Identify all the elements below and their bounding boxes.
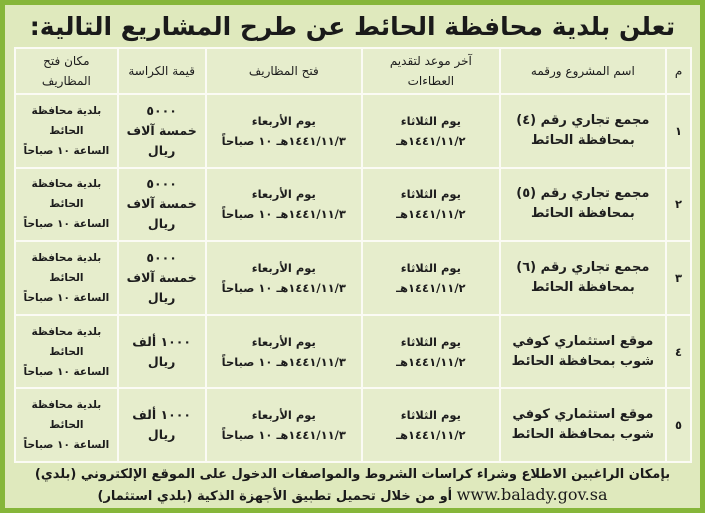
header-deadline: آخر موعد لتقديم العطاءات bbox=[362, 48, 500, 94]
value-cell bbox=[118, 241, 206, 315]
opening-date: ١٤٤١/١١/٣هـ ١٠ صباحاً bbox=[221, 280, 346, 295]
value-number: ١٠٠٠ ألف bbox=[132, 407, 192, 423]
place-line-1: بلدية محافظة bbox=[31, 325, 102, 338]
value-cell bbox=[118, 388, 206, 462]
footer-notice bbox=[5, 465, 700, 507]
header-opening-place: مكان فتح المظاريف bbox=[15, 48, 118, 94]
value-number: ٥٠٠٠ bbox=[146, 102, 177, 118]
deadline-cell bbox=[362, 388, 500, 462]
project-name: مجمع تجاري رقم (٤) بمحافظة الحائط bbox=[500, 94, 666, 168]
value-number: ١٠٠٠ ألف bbox=[132, 333, 192, 349]
value-unit: ريال bbox=[147, 289, 176, 305]
opening-cell bbox=[206, 168, 363, 242]
project-name: مجمع تجاري رقم (٦) بمحافظة الحائط bbox=[500, 241, 666, 315]
row-number: ٥ bbox=[666, 388, 691, 462]
place-line-2: الحائط bbox=[49, 345, 84, 358]
value-unit: ريال bbox=[147, 216, 176, 232]
place-line-2: الحائط bbox=[49, 419, 84, 432]
deadline-date: ١٤٤١/١١/٢هـ bbox=[396, 280, 466, 295]
opening-day: يوم الأربعاء bbox=[251, 334, 316, 349]
value-unit: ريال bbox=[147, 142, 176, 158]
place-cell bbox=[15, 388, 118, 462]
header-number: م bbox=[666, 48, 691, 94]
deadline-cell bbox=[362, 168, 500, 242]
opening-cell bbox=[206, 315, 363, 389]
place-cell bbox=[15, 315, 118, 389]
value-unit: ريال bbox=[147, 353, 176, 369]
value-cell bbox=[118, 94, 206, 168]
row-number: ٣ bbox=[666, 241, 691, 315]
deadline-date: ١٤٤١/١١/٢هـ bbox=[396, 354, 466, 369]
deadline-cell bbox=[362, 94, 500, 168]
opening-date: ١٤٤١/١١/٣هـ ١٠ صباحاً bbox=[221, 428, 346, 443]
value-number: ٥٠٠٠ bbox=[146, 176, 177, 192]
table-row bbox=[15, 94, 691, 168]
place-cell bbox=[15, 94, 118, 168]
place-cell bbox=[15, 241, 118, 315]
value-text: خمسة آلاف bbox=[126, 269, 197, 285]
place-line-3: الساعة ١٠ صباحاً bbox=[23, 218, 110, 231]
place-line-1: بلدية محافظة bbox=[31, 251, 102, 264]
deadline-day: يوم الثلاثاء bbox=[400, 408, 461, 423]
opening-day: يوم الأربعاء bbox=[251, 113, 316, 128]
table-row bbox=[15, 388, 691, 462]
website-link[interactable]: www.balady.gov.sa bbox=[456, 485, 608, 504]
opening-cell bbox=[206, 241, 363, 315]
value-cell bbox=[118, 315, 206, 389]
deadline-day: يوم الثلاثاء bbox=[400, 334, 461, 349]
table-header-row bbox=[15, 48, 691, 94]
row-number: ٢ bbox=[666, 168, 691, 242]
project-name: مجمع تجاري رقم (٥) بمحافظة الحائط bbox=[500, 168, 666, 242]
place-line-1: بلدية محافظة bbox=[31, 104, 102, 117]
deadline-cell bbox=[362, 241, 500, 315]
table-row bbox=[15, 315, 691, 389]
place-line-3: الساعة ١٠ صباحاً bbox=[23, 144, 110, 157]
header-project-name: اسم المشروع ورقمه bbox=[500, 48, 666, 94]
opening-day: يوم الأربعاء bbox=[251, 260, 316, 275]
project-name: موقع استثماري كوفي شوب بمحافظة الحائط bbox=[500, 388, 666, 462]
place-line-2: الحائط bbox=[49, 124, 84, 137]
value-number: ٥٠٠٠ bbox=[146, 249, 177, 265]
value-cell bbox=[118, 168, 206, 242]
opening-day: يوم الأربعاء bbox=[251, 408, 316, 423]
opening-date: ١٤٤١/١١/٣هـ ١٠ صباحاً bbox=[221, 207, 346, 222]
place-line-2: الحائط bbox=[49, 198, 84, 211]
row-number: ٤ bbox=[666, 315, 691, 389]
row-number: ١ bbox=[666, 94, 691, 168]
place-line-3: الساعة ١٠ صباحاً bbox=[23, 365, 110, 378]
deadline-day: يوم الثلاثاء bbox=[400, 113, 461, 128]
opening-date: ١٤٤١/١١/٣هـ ١٠ صباحاً bbox=[221, 354, 346, 369]
opening-cell bbox=[206, 388, 363, 462]
header-booklet-value: قيمة الكراسة bbox=[118, 48, 206, 94]
footer-line-2: أو من خلال تحميل تطبيق الأجهزة الذكية (بلدي استثمار) bbox=[97, 489, 453, 504]
ad-title: تعلن بلدية محافظة الحائط عن طرح المشاريع التالية: bbox=[29, 12, 676, 41]
deadline-date: ١٤٤١/١١/٢هـ bbox=[396, 133, 466, 148]
deadline-day: يوم الثلاثاء bbox=[400, 260, 461, 275]
project-name: موقع استثماري كوفي شوب بمحافظة الحائط bbox=[500, 315, 666, 389]
deadline-cell bbox=[362, 315, 500, 389]
deadline-day: يوم الثلاثاء bbox=[400, 187, 461, 202]
place-line-1: بلدية محافظة bbox=[31, 178, 102, 191]
value-unit: ريال bbox=[147, 427, 176, 443]
place-cell bbox=[15, 168, 118, 242]
place-line-2: الحائط bbox=[49, 271, 84, 284]
table-row bbox=[15, 241, 691, 315]
place-line-1: بلدية محافظة bbox=[31, 399, 102, 412]
opening-day: يوم الأربعاء bbox=[251, 187, 316, 202]
value-text: خمسة آلاف bbox=[126, 196, 197, 212]
place-line-3: الساعة ١٠ صباحاً bbox=[23, 439, 110, 452]
deadline-date: ١٤٤١/١١/٢هـ bbox=[396, 207, 466, 222]
footer-line-1: بإمكان الراغبين الاطلاع وشراء كراسات الشروط والمواصفات الدخول على الموقع الإلكتروني (بلدي) bbox=[34, 467, 671, 482]
table-row bbox=[15, 168, 691, 242]
deadline-date: ١٤٤١/١١/٢هـ bbox=[396, 428, 466, 443]
header-envelope-opening: فتح المظاريف bbox=[206, 48, 363, 94]
opening-cell bbox=[206, 94, 363, 168]
projects-table bbox=[14, 47, 692, 463]
value-text: خمسة آلاف bbox=[126, 122, 197, 138]
place-line-3: الساعة ١٠ صباحاً bbox=[23, 291, 110, 304]
opening-date: ١٤٤١/١١/٣هـ ١٠ صباحاً bbox=[221, 133, 346, 148]
